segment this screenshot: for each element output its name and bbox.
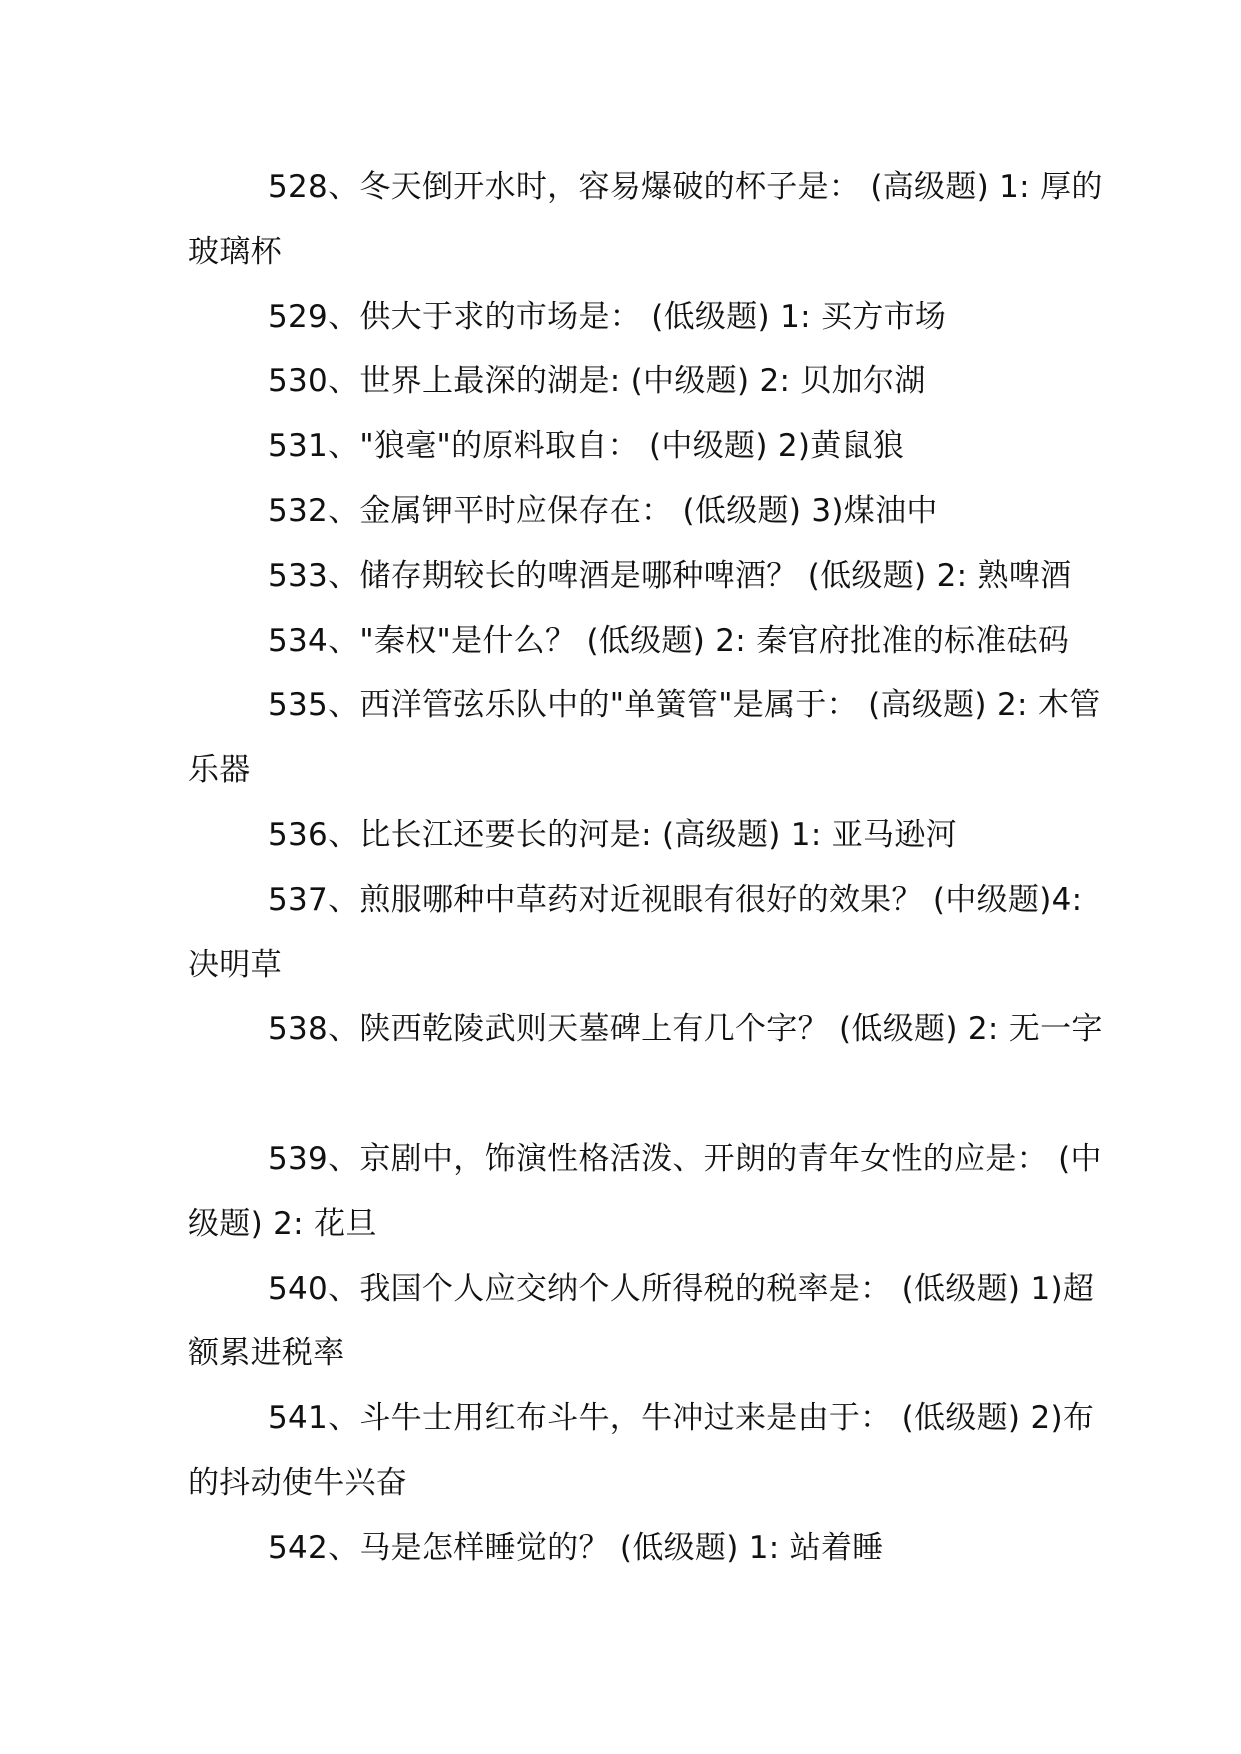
question-532-text: 532、金属钾平时应保存在： (低级题) 3)煤油中 — [268, 492, 938, 529]
question-530 — [188, 349, 1144, 414]
question-532 — [188, 479, 1144, 544]
question-538 — [188, 997, 1144, 1062]
question-list — [188, 155, 1144, 1581]
question-538-text: 538、陕西乾陵武则天墓碑上有几个字？ (低级题) 2: 无一字 — [268, 1011, 1103, 1048]
question-539 — [188, 1127, 1144, 1257]
question-542 — [188, 1516, 1144, 1581]
question-537-continuation: 决明草 — [188, 946, 282, 983]
question-536 — [188, 803, 1144, 868]
question-528 — [188, 155, 1144, 285]
question-541 — [188, 1386, 1144, 1516]
question-534-text: 534、"秦权"是什么？ (低级题) 2: 秦官府批准的标准砝码 — [268, 622, 1070, 659]
question-535 — [188, 673, 1144, 803]
question-533 — [188, 544, 1144, 609]
question-542-text: 542、马是怎样睡觉的？ (低级题) 1: 站着睡 — [268, 1529, 884, 1566]
question-535-text: 535、西洋管弦乐队中的"单簧管"是属于： (高级题) 2: 木管 — [268, 687, 1101, 724]
question-528-text: 528、冬天倒开水时，容易爆破的杯子是： (高级题) 1: 厚的 — [268, 169, 1103, 205]
question-537-text: 537、煎服哪种中草药对近视眼有很好的效果？ (中级题)4: — [268, 881, 1083, 918]
question-529 — [188, 285, 1144, 350]
question-540-continuation: 额累进税率 — [188, 1335, 345, 1372]
question-541-continuation: 的抖动使牛兴奋 — [188, 1464, 408, 1501]
question-531 — [188, 414, 1144, 479]
question-530-text: 530、世界上最深的湖是: (中级题) 2: 贝加尔湖 — [268, 363, 926, 400]
question-533-text: 533、储存期较长的啤酒是哪种啤酒？ (低级题) 2: 熟啤酒 — [268, 557, 1072, 594]
question-540 — [188, 1257, 1144, 1387]
question-529-text: 529、供大于求的市场是： (低级题) 1: 买方市场 — [268, 298, 947, 335]
question-539-continuation: 级题) 2: 花旦 — [188, 1205, 377, 1242]
question-537 — [188, 868, 1144, 998]
question-539-text: 539、京剧中，饰演性格活泼、开朗的青年女性的应是： (中 — [268, 1140, 1102, 1177]
question-531-text: 531、"狼毫"的原料取自： (中级题) 2)黄鼠狼 — [268, 428, 905, 465]
question-528-continuation: 玻璃杯 — [188, 233, 282, 270]
question-536-text: 536、比长江还要长的河是: (高级题) 1: 亚马逊河 — [268, 816, 957, 853]
question-535-continuation: 乐器 — [188, 752, 251, 789]
question-534 — [188, 609, 1144, 674]
question-541-text: 541、斗牛士用红布斗牛，牛冲过来是由于： (低级题) 2)布 — [268, 1400, 1095, 1437]
question-540-text: 540、我国个人应交纳个人所得税的税率是： (低级题) 1)超 — [268, 1270, 1095, 1307]
